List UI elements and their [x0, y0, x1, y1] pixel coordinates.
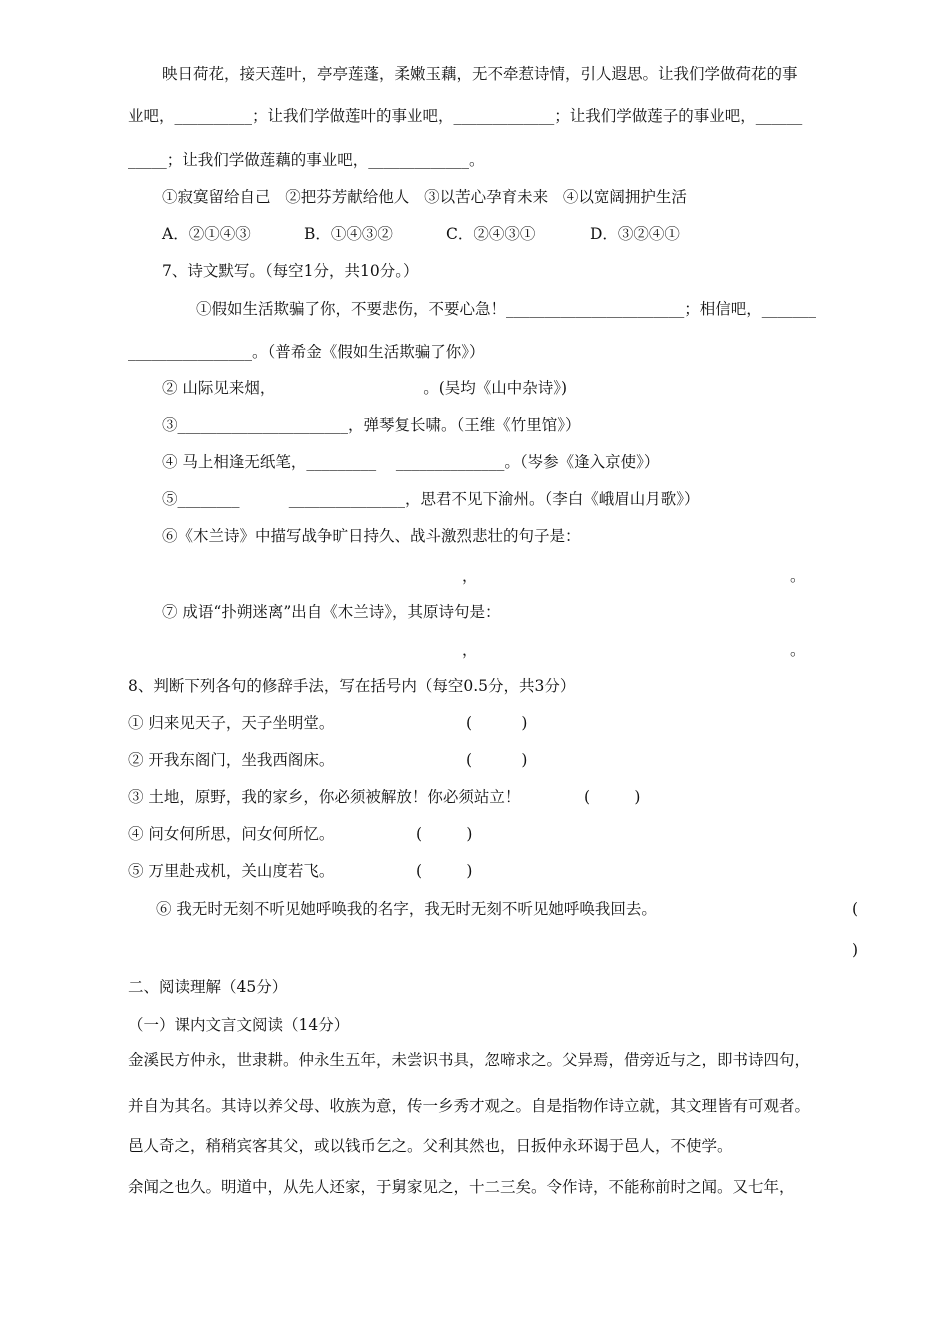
q8-answer-5: ( ): [416, 862, 473, 880]
passage-line-2: 并自为其名。其诗以养父母、收族为意，传一乡秀才观之。自是指物作诗立就，其文理皆有可观者。: [128, 1097, 811, 1115]
q8-answer-2: ( ): [466, 751, 528, 769]
q7-item-7-comma: ，: [462, 641, 478, 659]
q8-answer-6-close: ): [852, 941, 859, 959]
q8-answer-4: ( ): [416, 825, 473, 843]
q7-item-6: ⑥《木兰诗》中描写战争旷日持久、战斗激烈悲壮的句子是：: [162, 527, 581, 545]
q8-sentence-5: ⑤ 万里赴戎机，关山度若飞。: [128, 862, 335, 880]
q8-answer-6-open: (: [852, 900, 859, 918]
passage-line-4: 余闻之也久。明道中，从先人还家，于舅家见之，十二三矣。令作诗，不能称前时之闻。又七年，: [128, 1178, 795, 1196]
q6-choice-a: A．②①④③: [162, 225, 251, 243]
q6-text-line-2: 业吧，__________；让我们学做莲叶的事业吧，_____________；让我们学做莲子的事业吧，______: [128, 107, 803, 125]
q7-item-7: ⑦ 成语“扑朔迷离”出自《木兰诗》，其原诗句是：: [162, 603, 501, 621]
q6-choice-c: C．②④③①: [446, 225, 536, 243]
q8-sentence-6: ⑥ 我无时无刻不听见她呼唤我的名字，我无时无刻不听见她呼唤我回去。: [156, 900, 657, 918]
q7-item-1a: ①假如生活欺骗了你，不要悲伤，不要心急！_______________________；相信吧，_______: [196, 300, 817, 318]
q6-choice-d: D．③②④①: [590, 225, 680, 243]
q6-text-line-1: 映日荷花，接天莲叶，亭亭莲蓬，柔嫩玉藕，无不牵惹诗情，引人遐思。让我们学做荷花的事: [162, 65, 798, 83]
q8-title: 8、判断下列各句的修辞手法，写在括号内（每空0.5分，共3分）: [128, 677, 576, 695]
q8-sentence-4: ④ 问女何所思，问女何所忆。: [128, 825, 335, 843]
q7-item-1b: ________________。（普希金《假如生活欺骗了你》）: [128, 343, 485, 361]
q7-item-5: ⑤________ _______________，思君不见下渝州。（李白《峨眉山月歌》）: [162, 490, 700, 508]
section-2-subtitle: （一）课内文言文阅读（14分）: [128, 1016, 350, 1034]
passage-line-1: 金溪民方仲永，世隶耕。仲永生五年，未尝识书具，忽啼求之。父异焉，借旁近与之，即书诗四句，: [128, 1051, 811, 1069]
q8-sentence-3: ③ 土地，原野，我的家乡，你必须被解放！你必须站立！: [128, 788, 521, 806]
q7-item-4: ④ 马上相逢无纸笔，_________ ______________。（岑参《逢入京使》）: [162, 453, 660, 471]
q8-answer-3: ( ): [584, 788, 641, 806]
q7-item-6-period: 。: [790, 567, 806, 585]
q7-item-6-comma: ，: [462, 567, 478, 585]
q7-title: 7、诗文默写。（每空1分，共10分。）: [162, 262, 419, 280]
q8-sentence-1: ① 归来见天子，天子坐明堂。: [128, 714, 335, 732]
passage-line-3: 邑人奇之，稍稍宾客其父，或以钱币乞之。父利其然也，日扳仲永环谒于邑人，不使学。: [128, 1137, 733, 1155]
q7-item-7-period: 。: [790, 641, 806, 659]
q6-options: ①寂寞留给自己 ②把芬芳献给他人 ③以苦心孕育未来 ④以宽阔拥护生活: [162, 188, 687, 206]
section-2-title: 二、阅读理解（45分）: [128, 978, 288, 996]
q8-sentence-2: ② 开我东阁门，坐我西阁床。: [128, 751, 335, 769]
q6-choice-b: B．①④③②: [304, 225, 393, 243]
q7-item-3: ③______________________，弹琴复长啸。（王维《竹里馆》）: [162, 416, 581, 434]
q7-item-2: ② 山际见来烟， 。(吴均《山中杂诗》): [162, 379, 568, 397]
q8-answer-1: ( ): [466, 714, 528, 732]
q6-text-line-3: _____；让我们学做莲藕的事业吧，_____________。: [128, 151, 485, 169]
